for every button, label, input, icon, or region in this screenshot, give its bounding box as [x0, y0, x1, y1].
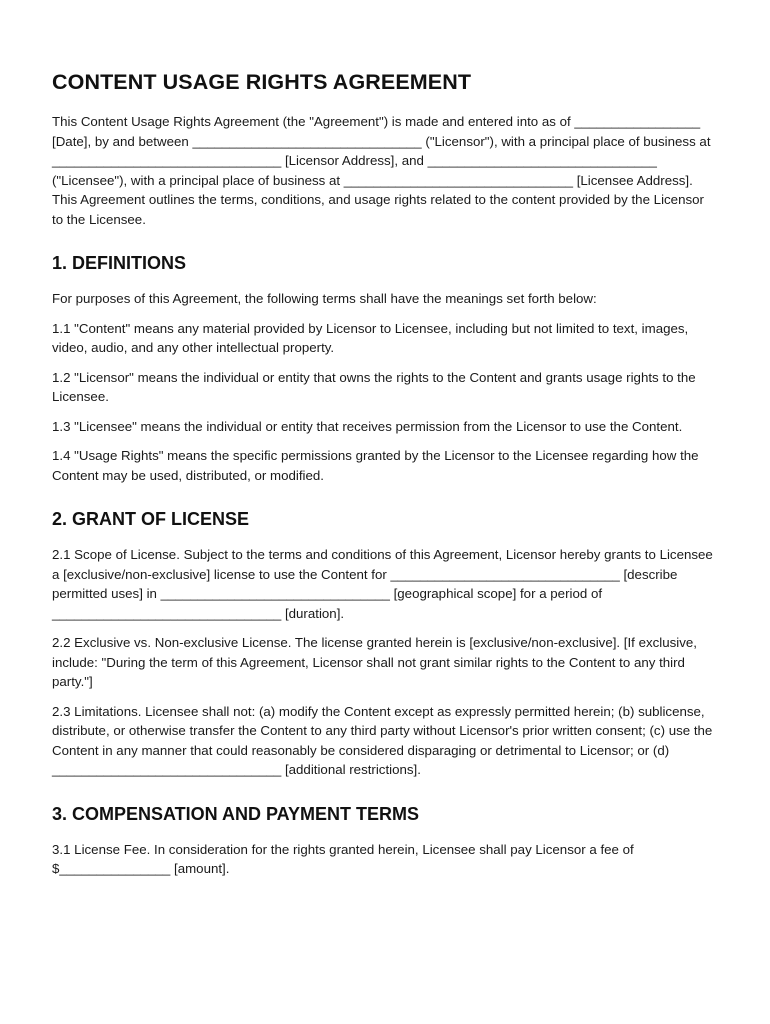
section-heading: 3. COMPENSATION AND PAYMENT TERMS	[52, 803, 420, 824]
intro-paragraph: This Content Usage Rights Agreement (the "Agreement") is made and entered into as of _________________ [Date], by and between _______________________________ ("Licensor"), with a principal place of business at _______________________________ [Licensor Address], and _______________________________ ("Licensee"), with a principal place of business at _______________________________ [Licensee Address]. This Agreement outlines the terms, conditions, and usage rights related to the content provided by the Licensor to the Licensee.	[52, 114, 711, 227]
definition-1-4: 1.4 "Usage Rights" means the specific permissions granted by the Licensor to the Licensee regarding how the Content may be used, distributed, or modified.	[52, 448, 699, 483]
definition-1-1: 1.1 "Content" means any material provided by Licensor to Licensee, including but not limited to text, images, video, audio, and any other intellectual property.	[52, 320, 689, 355]
clause-2-3: 2.3 Limitations. Licensee shall not: (a) modify the Content except as expressly permitted herein; (b) sublicense, distribute, or otherwise transfer the Content to any third party without Licensor's prior written consent; (c) use the Content in any manner that could reasonably be considered disparaging or detrimental to Licensor; or (d) _______________________________ [additional restrictions].	[52, 703, 713, 777]
definition-1-2: 1.2 "Licensor" means the individual or entity that owns the rights to the Content and grants usage rights to the Licensee.	[52, 369, 696, 404]
definitions-preamble: For purposes of this Agreement, the following terms shall have the meanings set forth below:	[52, 291, 597, 306]
section-heading: 1. DEFINITIONS	[52, 253, 187, 273]
clause-2-1: 2.1 Scope of License. Subject to the terms and conditions of this Agreement, Licensor hereby grants to Licensee a [exclusive/non-exclusive] license to use the Content for _______________________________ [describe permitted uses] in _______________________________ [geographical scope] for a period of _______________________________ [duration].	[52, 547, 713, 621]
document-title: CONTENT USAGE RIGHTS AGREEMENT	[52, 70, 472, 94]
section-definitions	[52, 253, 718, 485]
section-heading: 2. GRANT OF LICENSE	[52, 509, 250, 529]
section-grant-of-license	[52, 509, 718, 780]
definition-1-3: 1.3 "Licensee" means the individual or entity that receives permission from the Licensor to use the Content.	[52, 418, 683, 434]
clause-2-2: 2.2 Exclusive vs. Non-exclusive License. The license granted herein is [exclusive/non-exclusive]. [If exclusive, include: "During the term of this Agreement, Licensor shall not grant similar rights to the Content to any third party."]	[52, 635, 697, 689]
clause-3-1: 3.1 License Fee. In consideration for the rights granted herein, Licensee shall pay Licensor a fee of $_______________ [amount].	[52, 841, 634, 876]
section-compensation	[52, 804, 718, 879]
